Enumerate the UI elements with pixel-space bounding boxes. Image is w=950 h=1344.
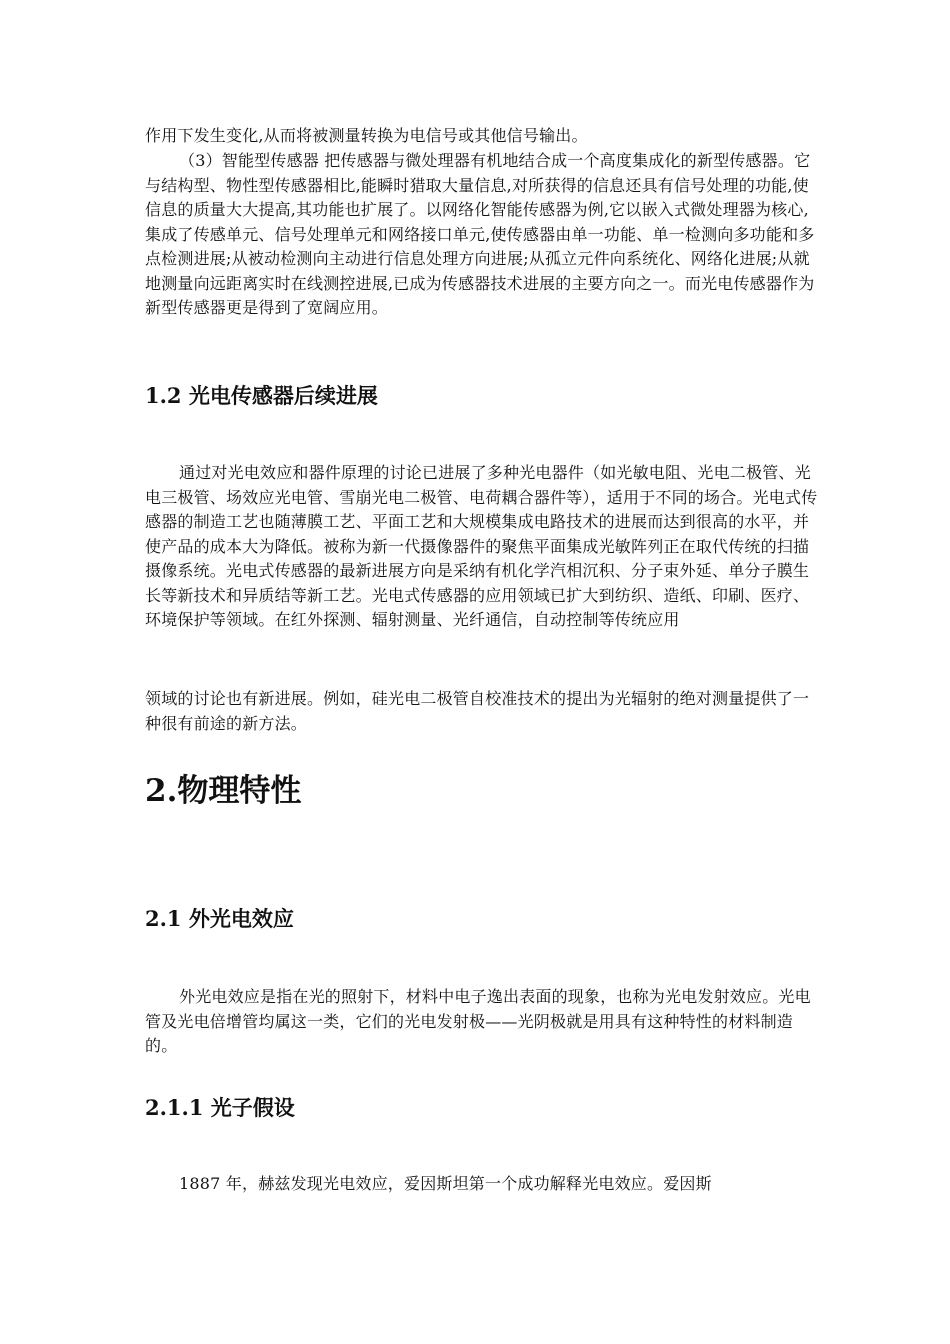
paragraph-top: 作用下发生变化,从而将被测量转换为电信号或其他信号输出。 — [145, 126, 588, 145]
paragraph-1-2-b: 领域的讨论也有新进展。例如，硅光电二极管自校准技术的提出为光辐射的绝对测量提供了一种很有前途的新方法。 — [145, 689, 810, 733]
heading-2: 2.物理特性 — [145, 773, 302, 809]
paragraph-smart-sensor: （3）智能型传感器 把传感器与微处理器有机地结合成一个高度集成化的新型传感器。它与结构型、物性型传感器相比,能瞬时猎取大量信息,对所获得的信息还具有信号处理的功能,使信息的质量大大提高,其功能也扩展了。以网络化智能传感器为例,它以嵌入式微处理器为核心,集成了传感单元、信号处理单元和网络接口单元,使传感器由单一功能、单一检测向多功能和多点检测进展;从被动检测向主动进行信息处理方向进展;从孤立元件向系统化、网络化进展;从就地测量向远距离实时在线测控进展,已成为传感器技术进展的主要方向之一。而光电传感器作为新型传感器更是得到了宽阔应用。 — [145, 151, 815, 317]
heading-2-1: 2.1 外光电效应 — [145, 906, 294, 931]
heading-1-2: 1.2 光电传感器后续进展 — [145, 383, 378, 408]
heading-2-1-1: 2.1.1 光子假设 — [145, 1095, 295, 1120]
paragraph-1-2-a: 通过对光电效应和器件原理的讨论已进展了多种光电器件（如光敏电阻、光电二极管、光电三极管、场效应光电管、雪崩光电二极管、电荷耦合器件等），适用于不同的场合。光电式传感器的制造工艺也随薄膜工艺、平面工艺和大规模集成电路技术的进展而达到很高的水平，并使产品的成本大为降低。被称为新一代摄像器件的聚焦平面集成光敏阵列正在取代传统的扫描摄像系统。光电式传感器的最新进展方向是采纳有机化学汽相沉积、分子束外延、单分子膜生长等新技术和异质结等新工艺。光电式传感器的应用领域已扩大到纺织、造纸、印刷、医疗、环境保护等领域。在红外探测、辐射测量、光纤通信，自动控制等传统应用 — [145, 463, 818, 629]
paragraph-2-1: 外光电效应是指在光的照射下，材料中电子逸出表面的现象，也称为光电发射效应。光电管及光电倍增管均属这一类，它们的光电发射极——光阴极就是用具有这种特性的材料制造的。 — [145, 987, 811, 1055]
paragraph-2-1-1: 1887 年，赫兹发现光电效应，爱因斯坦第一个成功解释光电效应。爱因斯 — [179, 1174, 712, 1193]
